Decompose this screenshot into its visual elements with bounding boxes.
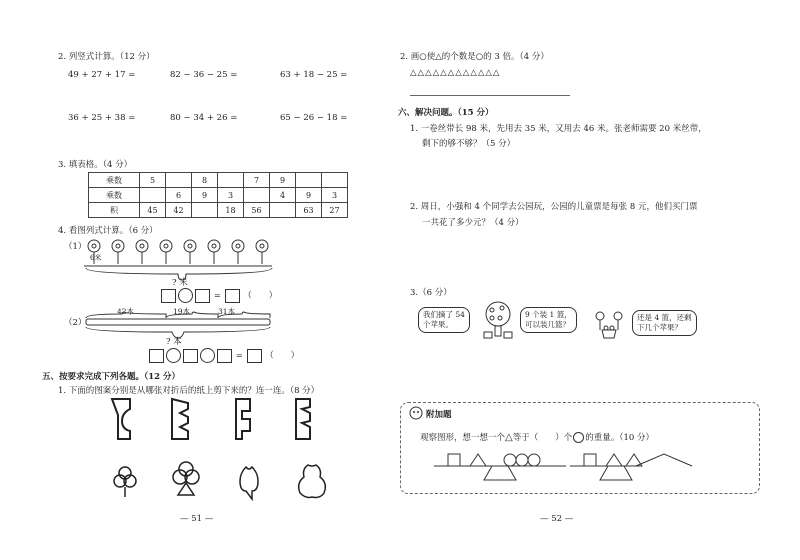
part-1-equation: = （ ） (160, 288, 277, 303)
section-6-q2-line1: 2. 周日，小强和 4 个同学去公园玩，公园的儿童票是每张 8 元，他们买门票 (410, 202, 698, 212)
question-2-title: 2. 列竖式计算。（12 分） (58, 52, 155, 62)
calc-3: 63 + 18 − 25 = (280, 70, 348, 80)
triangle-row: △△△△△△△△△△△△ (410, 68, 501, 78)
page-number-right: — 52 — (540, 514, 574, 524)
table-row: 乘数 6 9 3 4 9 3 (89, 188, 348, 203)
section-5-question-1: 1. 下面的图案分别是从哪张对折后的纸上剪下来的？连一连。（8 分） (58, 386, 320, 396)
speech-bubble-1: 我们摘了 54 个苹果。 (418, 307, 470, 333)
section-6-q3: 3.（6 分） (410, 288, 452, 298)
segment-label-3: 31本 (218, 307, 236, 316)
fill-table (88, 172, 348, 218)
section-5-title: 五、按要求完成下列各题。（12 分） (42, 372, 181, 382)
answer-box[interactable] (183, 349, 198, 363)
calc-6: 65 − 26 − 18 = (280, 113, 348, 123)
operator-circle[interactable] (166, 348, 181, 363)
answer-box[interactable] (161, 289, 176, 303)
table-row: 乘数 5 8 7 9 (89, 173, 348, 188)
calc-4: 36 + 25 + 38 = (68, 113, 136, 123)
speech-bubble-2: 9 个装 1 篮， 可以装几篮？ (520, 307, 577, 333)
question-4-title: 4. 看图列式计算。（6 分） (58, 226, 158, 236)
circle-icon (573, 432, 584, 443)
calc-2: 82 − 36 − 25 = (170, 70, 238, 80)
segment-diagram (82, 310, 282, 346)
part-1-measure: 6米 (90, 254, 102, 262)
balance-scales (430, 448, 740, 488)
bonus-mascot-icon (408, 405, 424, 421)
section-6-q2-line2: 一共花了多少元？（4 分） (422, 218, 524, 228)
part-2-label: （2） (64, 318, 87, 328)
bonus-title: 附加题 (426, 410, 452, 420)
section-6-q1-line2: 剩下的够不够？（5 分） (422, 139, 516, 149)
section-6-q1-line1: 1. 一卷丝带长 98 米，先用去 35 米，又用去 46 米。张老师需要 20 米丝带， (410, 124, 707, 134)
part-1-question: ? 米 (172, 278, 188, 288)
answer-box[interactable] (247, 349, 262, 363)
part-2-question: ? 本 (166, 337, 182, 347)
section-6-title: 六、解决问题。（15 分） (398, 108, 494, 118)
answer-box[interactable] (149, 349, 164, 363)
children-basket-illustration (592, 308, 628, 340)
answer-box[interactable] (217, 349, 232, 363)
answer-line (410, 95, 570, 96)
segment-label-1: 42本 (117, 307, 135, 316)
folded-paper-shapes (100, 395, 340, 505)
part-2-equation: = （ ） (148, 348, 299, 363)
question-3-title: 3. 填表格。（4 分） (58, 160, 133, 170)
question-2-right-title: 2. 画○使△的个数是○的 3 倍。（4 分） (400, 52, 549, 62)
answer-box[interactable] (195, 289, 210, 303)
segment-label-2: 19本 (173, 307, 191, 316)
table-row: 积 45 42 18 56 63 27 (89, 203, 348, 218)
calc-5: 80 − 34 + 26 = (170, 113, 238, 123)
triangle-icon: △ (505, 432, 513, 443)
operator-circle[interactable] (200, 348, 215, 363)
page-number-left: — 51 — (180, 514, 214, 524)
operator-circle[interactable] (178, 288, 193, 303)
part-1-label: （1） (64, 242, 87, 252)
answer-box[interactable] (225, 289, 240, 303)
speech-bubble-3: 还是 4 篮，还剩 下几个苹果？ (632, 310, 697, 336)
calc-1: 49 + 27 + 17 = (68, 70, 136, 80)
bonus-question: 观察图形，想一想一个△等于（ ）个 的重量。（10 分） (420, 432, 655, 443)
apple-tree-illustration (480, 300, 516, 340)
